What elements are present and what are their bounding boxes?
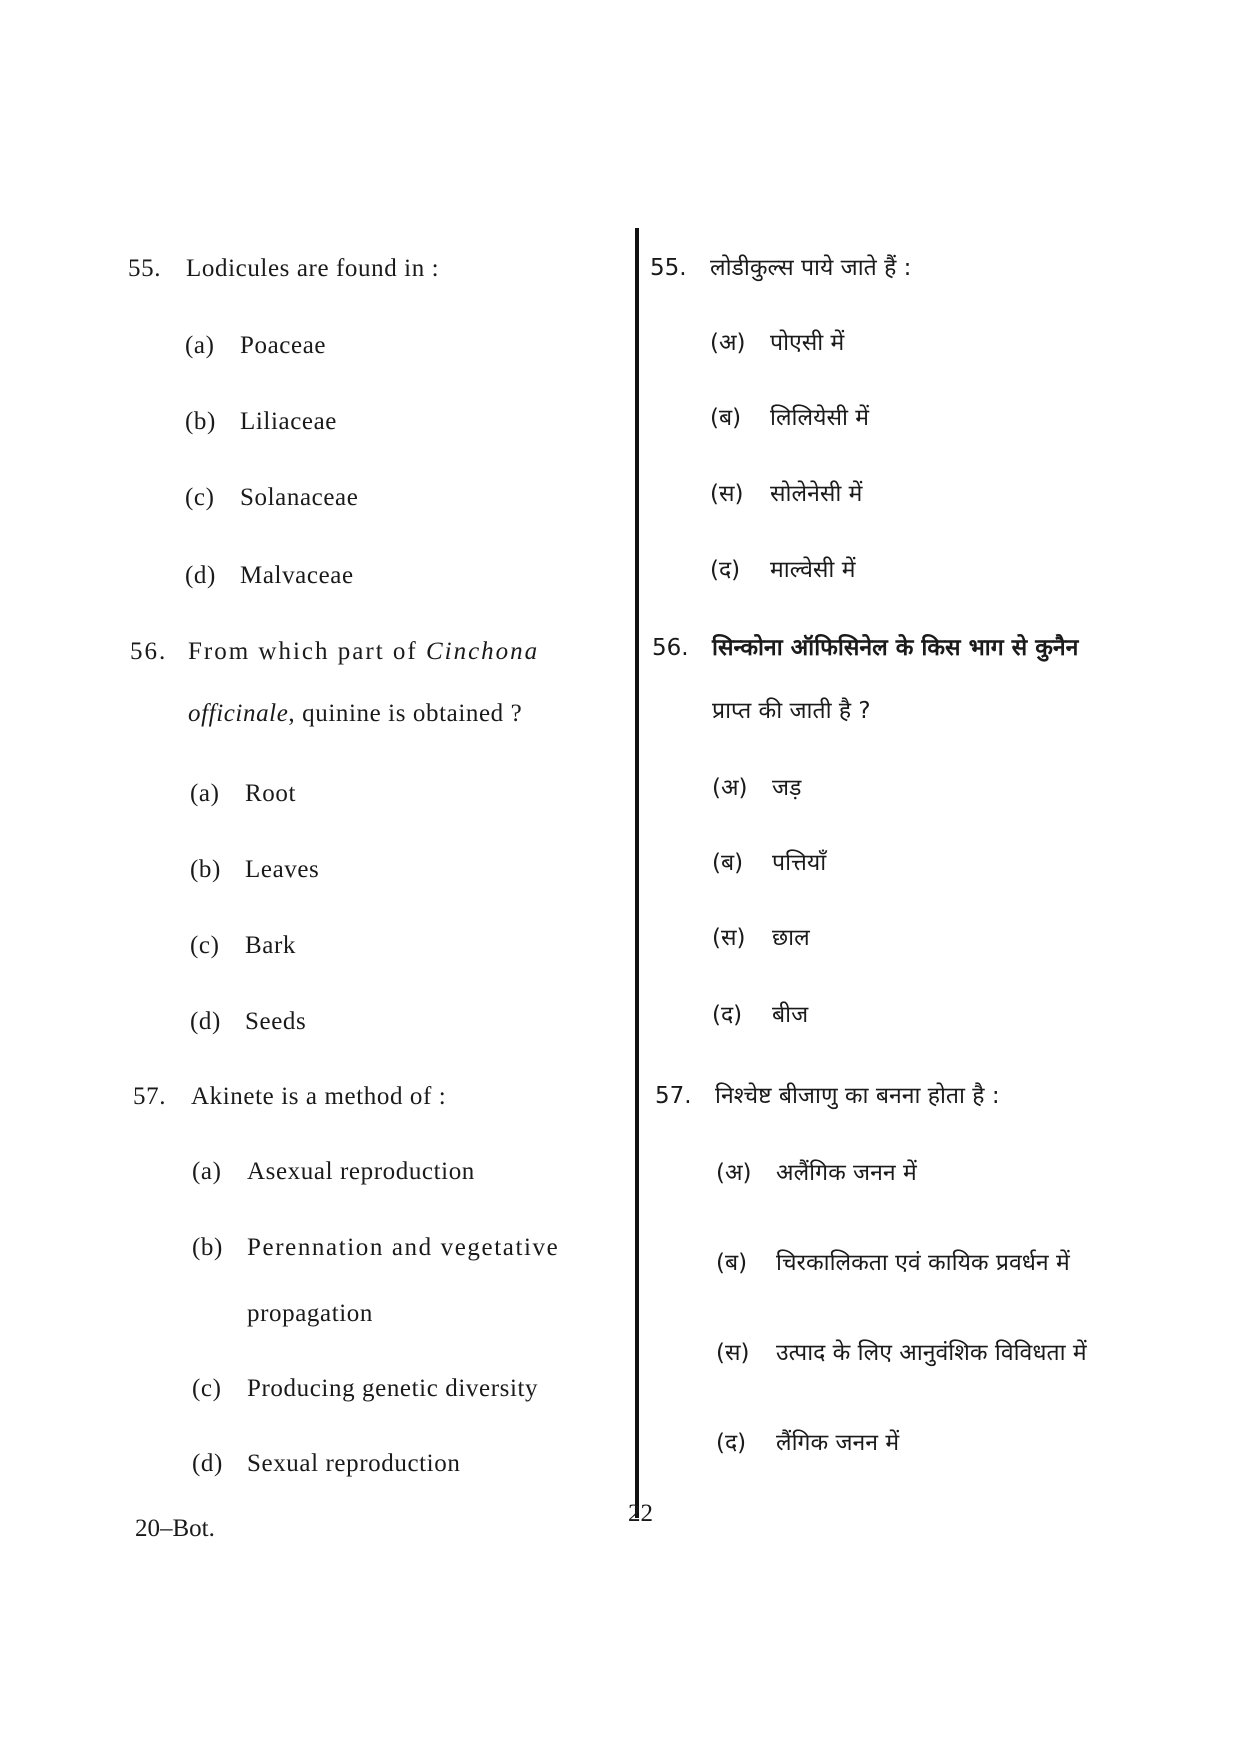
option-label: (a) — [192, 1158, 222, 1185]
question-56-hi-line2 — [712, 693, 871, 725]
option-text: माल्वेसी में — [770, 557, 856, 583]
option-label: (अ) — [712, 775, 748, 801]
option-label: (स) — [710, 481, 744, 507]
option-text: Solanaceae — [240, 484, 359, 511]
option-text: Liliaceae — [240, 408, 337, 435]
option-text: लैंगिक जनन में — [776, 1430, 900, 1456]
option-text: propagation — [247, 1300, 374, 1327]
option-a — [716, 1155, 917, 1187]
question-number: 57. — [133, 1083, 167, 1110]
option-b — [190, 856, 319, 884]
option-label: (c) — [192, 1375, 222, 1402]
option-a — [712, 770, 801, 802]
question-text: Lodicules are found in : — [186, 255, 440, 282]
question-text-italic: Cinchona — [425, 638, 540, 665]
option-label: (अ) — [710, 330, 746, 356]
option-label: (स) — [716, 1340, 750, 1366]
option-label: (द) — [710, 557, 741, 583]
option-text: Bark — [245, 932, 296, 959]
option-text: जड़ — [772, 775, 802, 801]
question-56-en — [130, 638, 539, 666]
option-text: Seeds — [245, 1008, 307, 1035]
option-text: Leaves — [245, 856, 320, 883]
option-d — [712, 997, 808, 1029]
option-text: उत्पाद के लिए आनुवंशिक विविधता में — [776, 1340, 1087, 1366]
option-c — [185, 484, 358, 512]
option-b-continuation — [247, 1300, 373, 1328]
option-label: (ब) — [712, 850, 744, 876]
question-number: 57. — [655, 1083, 692, 1109]
option-label: (अ) — [716, 1160, 752, 1186]
option-text: Sexual reproduction — [247, 1450, 461, 1477]
question-55-hi — [650, 250, 911, 282]
option-text: Root — [245, 780, 297, 807]
option-a — [192, 1158, 475, 1186]
question-text: निश्चेष्ट बीजाणु का बनना होता है : — [715, 1083, 1000, 1109]
option-c — [710, 476, 862, 508]
option-label: (b) — [192, 1234, 223, 1261]
option-label: (द) — [716, 1430, 747, 1456]
option-d — [190, 1008, 306, 1036]
option-a — [185, 332, 326, 360]
option-text: पत्तियाँ — [772, 850, 827, 876]
option-label: (c) — [190, 932, 220, 959]
option-d — [192, 1450, 460, 1478]
option-label: (c) — [185, 484, 215, 511]
question-number: 56. — [130, 638, 168, 665]
question-number: 56. — [652, 635, 689, 661]
option-text: Poaceae — [240, 332, 327, 359]
question-text: Akinete is a method of : — [191, 1083, 447, 1110]
option-text: Perennation and vegetative — [247, 1234, 560, 1261]
option-text: पोएसी में — [770, 330, 845, 356]
question-text: प्राप्त की जाती है ? — [712, 698, 871, 724]
option-label: (a) — [190, 780, 220, 807]
option-a — [190, 780, 296, 808]
question-55-en — [128, 255, 439, 283]
question-number: 55. — [128, 255, 162, 282]
option-b — [185, 408, 337, 436]
question-56-en-line2 — [188, 700, 522, 728]
option-d — [710, 552, 855, 584]
option-label: (ब) — [716, 1250, 748, 1276]
question-text: From which part of — [188, 638, 418, 665]
question-text: सिन्कोना ऑफिसिनेल के किस भाग से कुनैन — [712, 635, 1079, 661]
option-text: चिरकालिकता एवं कायिक प्रवर्धन में — [776, 1250, 1070, 1276]
option-b — [710, 400, 869, 432]
question-text: लोडीकुल्स पाये जाते हैं : — [710, 255, 912, 281]
question-57-hi — [655, 1078, 1000, 1110]
option-d — [716, 1425, 899, 1457]
option-label: (ब) — [710, 405, 742, 431]
option-label: (d) — [192, 1450, 223, 1477]
option-text: छाल — [772, 925, 810, 951]
option-label: (d) — [185, 562, 216, 589]
option-b — [716, 1245, 1070, 1277]
option-label: (स) — [712, 925, 746, 951]
footer-code: 20–Bot. — [135, 1515, 215, 1542]
option-text: लिलियेसी में — [770, 405, 870, 431]
option-label: (द) — [712, 1002, 743, 1028]
option-text: सोलेनेसी में — [770, 481, 863, 507]
page-number: 22 — [628, 1500, 653, 1527]
question-56-hi — [652, 630, 1078, 662]
option-a — [710, 325, 844, 357]
option-text: Malvaceae — [240, 562, 354, 589]
option-c — [190, 932, 296, 960]
option-label: (d) — [190, 1008, 221, 1035]
question-57-en — [133, 1083, 446, 1111]
option-text: Asexual reproduction — [247, 1158, 475, 1185]
option-label: (b) — [185, 408, 216, 435]
option-label: (b) — [190, 856, 221, 883]
option-text: अलैंगिक जनन में — [776, 1160, 917, 1186]
option-text: Producing genetic diversity — [247, 1375, 539, 1402]
column-divider — [635, 228, 639, 1518]
option-text: बीज — [772, 1002, 809, 1028]
option-b — [192, 1234, 559, 1262]
question-text-italic: officinale — [188, 700, 289, 727]
question-text: , quinine is obtained ? — [288, 700, 523, 727]
option-b — [712, 845, 826, 877]
option-label: (a) — [185, 332, 215, 359]
option-c — [716, 1335, 1087, 1367]
option-c — [712, 920, 810, 952]
option-d — [185, 562, 354, 590]
question-number: 55. — [650, 255, 687, 281]
option-c — [192, 1375, 538, 1403]
